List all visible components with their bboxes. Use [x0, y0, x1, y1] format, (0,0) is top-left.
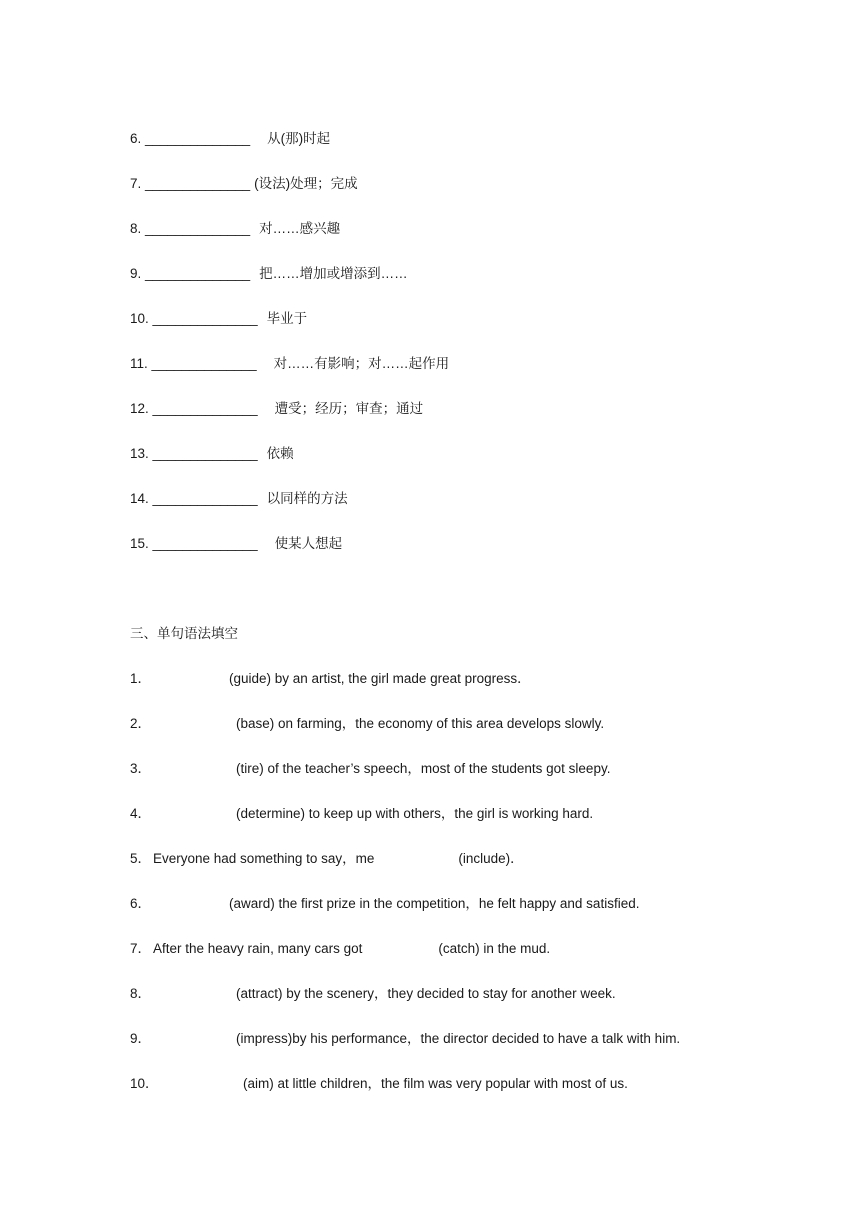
item-meaning: (设法)处理；完成: [254, 176, 358, 191]
item-number: 15.: [130, 536, 149, 551]
vocab-item: [130, 130, 330, 148]
answer-blank: ______________: [145, 221, 251, 236]
item-number: 12.: [130, 401, 149, 416]
item-number: 3．: [130, 761, 152, 776]
vocab-item: [130, 220, 340, 238]
vocab-item: [130, 445, 294, 463]
item-meaning: 把……增加或增添到……: [259, 266, 408, 281]
item-before: After the heavy rain, many cars got: [153, 941, 363, 956]
vocab-item: [130, 535, 342, 553]
item-meaning: 从(那)时起: [267, 131, 331, 146]
item-hint: (guide) by an artist, the girl made great progress．: [229, 671, 531, 686]
answer-blank: ______________: [145, 176, 251, 191]
vocab-item: [130, 400, 423, 418]
item-number: 14.: [130, 491, 149, 506]
vocab-item: [130, 490, 348, 508]
item-number: 7.: [130, 176, 142, 191]
item-number: 9．: [130, 1031, 152, 1046]
grammar-item: [130, 805, 593, 823]
item-meaning: 毕业于: [266, 311, 308, 326]
item-before: Everyone had something to say，me: [153, 851, 375, 866]
item-hint: (catch) in the mud.: [438, 941, 551, 956]
item-hint: (award) the first prize in the competition，he felt happy and satisfied.: [229, 896, 640, 911]
item-number: 10．: [130, 1076, 159, 1091]
item-hint: (aim) at little children，the film was very popular with most of us.: [243, 1076, 628, 1091]
grammar-item: [130, 670, 531, 688]
item-hint: (attract) by the scenery，they decided to stay for another week.: [236, 986, 616, 1001]
vocab-item: [130, 175, 358, 193]
item-number: 6.: [130, 131, 142, 146]
item-number: 10.: [130, 311, 149, 326]
vocab-item: [130, 355, 449, 373]
item-number: 2．: [130, 716, 152, 731]
item-meaning: 依赖: [266, 446, 294, 461]
grammar-item: [130, 895, 639, 913]
item-number: 13.: [130, 446, 149, 461]
item-hint: (base) on farming，the economy of this area develops slowly.: [236, 716, 605, 731]
item-hint: (impress)by his performance，the director decided to have a talk with him.: [236, 1031, 681, 1046]
grammar-item: [130, 1075, 628, 1093]
item-number: 9.: [130, 266, 142, 281]
grammar-item: [130, 760, 610, 778]
section-heading: 三、单句语法填空: [130, 626, 238, 641]
answer-blank: ______________: [152, 311, 258, 326]
item-hint: (include)．: [458, 851, 524, 866]
answer-blank: ______________: [145, 266, 251, 281]
item-number: 8.: [130, 221, 142, 236]
answer-blank: ______________: [152, 446, 258, 461]
item-meaning: 遭受；经历；审查；通过: [274, 401, 424, 416]
item-meaning: 对……有影响；对……起作用: [273, 356, 450, 371]
grammar-item: [130, 850, 524, 868]
item-number: 8．: [130, 986, 152, 1001]
answer-blank: ______________: [152, 536, 258, 551]
item-number: 7．: [130, 941, 152, 956]
answer-blank: ______________: [151, 356, 257, 371]
item-number: 1．: [130, 671, 152, 686]
item-number: 4．: [130, 806, 152, 821]
item-number: 5．: [130, 851, 152, 866]
grammar-item: [130, 1030, 680, 1048]
item-meaning: 使某人想起: [274, 536, 343, 551]
answer-blank: ______________: [152, 401, 258, 416]
grammar-item: [130, 940, 550, 958]
vocab-item: [130, 265, 408, 283]
item-hint: (tire) of the teacher’s speech，most of the students got sleepy.: [236, 761, 611, 776]
item-meaning: 以同样的方法: [266, 491, 348, 506]
grammar-item: [130, 715, 604, 733]
item-number: 11.: [130, 356, 148, 371]
item-number: 6．: [130, 896, 152, 911]
item-hint: (determine) to keep up with others，the girl is working hard.: [236, 806, 594, 821]
item-meaning: 对……感兴趣: [259, 221, 341, 236]
answer-blank: ______________: [145, 131, 251, 146]
answer-blank: ______________: [152, 491, 258, 506]
grammar-item: [130, 985, 616, 1003]
vocab-item: [130, 310, 307, 328]
